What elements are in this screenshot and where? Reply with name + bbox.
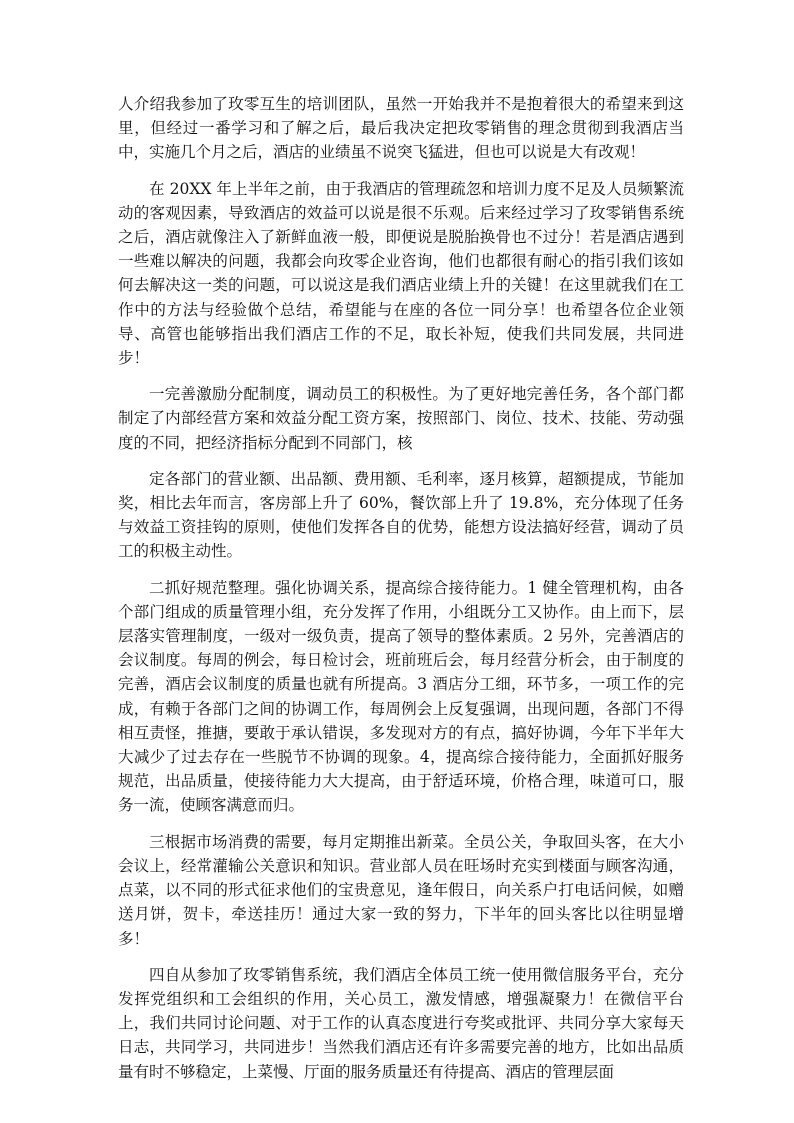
- paragraph-wechat-platform: 四自从参加了玫零销售系统，我们酒店全体员工统一使用微信服务平台，充分发挥党组织和工会组织的作用，关心员工，激发情感，增强凝聚力！在微信平台上，我们共同讨论问题、对于工作的认真态度进行夸奖或批评、共同分享大家每天日志，共同学习，共同进步！当然我们酒店还有许多需要完善的地方，比如出品质量有时不够稳定，上菜慢、厅面的服务质量还有待提高、酒店的管理层面: [118, 965, 684, 1081]
- paragraph-incentive: 一完善激励分配制度，调动员工的积极性。为了更好地完善任务，各个部门都制定了内部经营方案和效益分配工资方案，按照部门、岗位、技术、技能、劳动强度的不同，把经济指标分配到不同部门，核: [118, 385, 684, 452]
- paragraph-standardization: 二抓好规范整理。强化协调关系，提高综合接待能力。1 健全管理机构，由各个部门组成的质量管理小组，充分发挥了作用，小组既分工又协作。由上而下，层层落实管理制度，一级对一级负责，提高了领导的整体素质。2 另外，完善酒店的会议制度。每周的例会，每日检讨会，班前班后会，每月经营分析会，由于制度的完善，酒店会议制度的质量也就有所提高。3 酒店分工细，环节多，一项工作的完成，有赖于各部门之间的协调工作，每周例会上反复强调，出现问题，各部门不得相互责怪，推搪，要敢于承认错误，多发现对方的有点，搞好协调，今年下半年大大减少了过去存在一些脱节不协调的现象。4，提高综合接待能力，全面抓好服务规范，出品质量，使接待能力大大提高，由于舒适环境，价格合理，味道可口，服务一流，使顾客满意而归。: [118, 578, 684, 815]
- paragraph-incentive-results: 定各部门的营业额、出品额、费用额、毛利率，逐月核算，超额提成，节能加奖，相比去年而言，客房部上升了 60%，餐饮部上升了 19.8%，充分体现了任务与效益工资挂钩的原则，使他们发挥各自的优势，能想方设法搞好经营，调动了员工的积极主动性。: [118, 469, 684, 561]
- document-body: [118, 92, 684, 1096]
- paragraph-intro: 人介绍我参加了玫零互生的培训团队，虽然一开始我并不是抱着很大的希望来到这里，但经过一番学习和了解之后，最后我决定把玫零销售的理念贯彻到我酒店当中，实施几个月之后，酒店的业绩虽不说突飞猛进，但也可以说是大有改观！: [118, 95, 684, 162]
- paragraph-background: 在 20XX 年上半年之前，由于我酒店的管理疏忽和培训力度不足及人员频繁流动的客观因素，导致酒店的效益可以说是很不乐观。后来经过学习了玫零销售系统之后，酒店就像注入了新鲜血液一般，即便说是脱胎换骨也不过分！若是酒店遇到一些难以解决的问题，我都会向玫零企业咨询，他们也都很有耐心的指引我们该如何去解决这一类的问题，可以说这是我们酒店业绩上升的关键！在这里就我们在工作中的方法与经验做个总结，希望能与在座的各位一同分享！也希望各位企业领导、高管也能够指出我们酒店工作的不足，取长补短，使我们共同发展，共同进步！: [118, 179, 684, 368]
- paragraph-new-dishes: 三根据市场消费的需要，每月定期推出新菜。全员公关，争取回头客，在大小会议上，经常灌输公关意识和知识。营业部人员在旺场时充实到楼面与顾客沟通，点菜，以不同的形式征求他们的宝贵意见，逢年假日，向关系户打电话问候，如赠送月饼，贺卡，牵送挂历！通过大家一致的努力，下半年的回头客比以往明显增多！: [118, 832, 684, 948]
